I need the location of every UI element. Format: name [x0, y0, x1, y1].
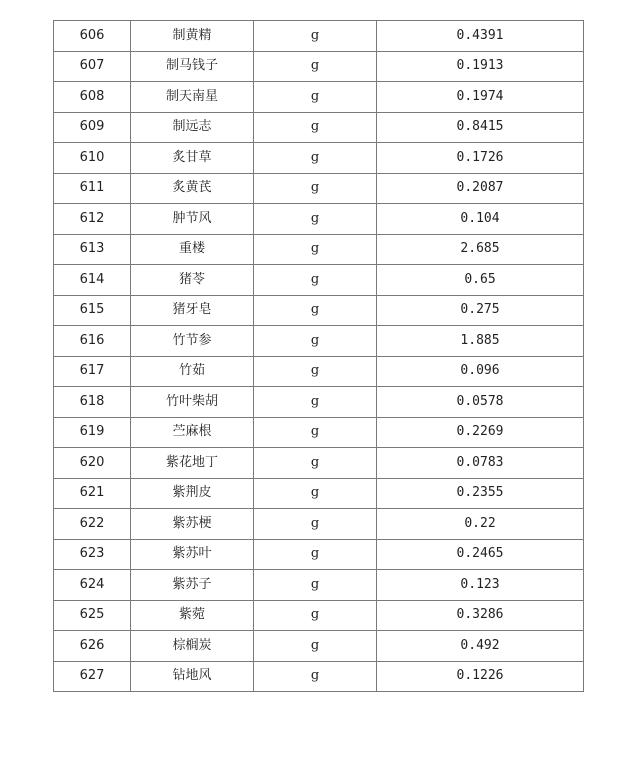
price-cell: 2.685 — [377, 234, 584, 265]
herb-price-table — [53, 20, 584, 692]
row-number-cell: 620 — [54, 448, 131, 479]
price-cell: 0.4391 — [377, 21, 584, 52]
unit-cell: g — [254, 478, 377, 509]
table-row — [54, 326, 584, 357]
table-row — [54, 51, 584, 82]
table-row — [54, 204, 584, 235]
unit-cell: g — [254, 539, 377, 570]
row-number-cell: 606 — [54, 21, 131, 52]
table-row — [54, 417, 584, 448]
table-row — [54, 509, 584, 540]
table-row — [54, 21, 584, 52]
table-row — [54, 356, 584, 387]
herb-name-cell: 紫菀 — [131, 600, 254, 631]
herb-name-cell: 炙甘草 — [131, 143, 254, 174]
price-cell: 0.2087 — [377, 173, 584, 204]
herb-name-cell: 制远志 — [131, 112, 254, 143]
price-cell: 0.492 — [377, 631, 584, 662]
herb-name-cell: 制天南星 — [131, 82, 254, 113]
table-row — [54, 539, 584, 570]
unit-cell: g — [254, 204, 377, 235]
price-cell: 0.0578 — [377, 387, 584, 418]
table-row — [54, 631, 584, 662]
price-cell: 0.2269 — [377, 417, 584, 448]
price-cell: 0.2465 — [377, 539, 584, 570]
herb-name-cell: 制马钱子 — [131, 51, 254, 82]
herb-name-cell: 重楼 — [131, 234, 254, 265]
price-cell: 0.1226 — [377, 661, 584, 692]
price-cell: 0.096 — [377, 356, 584, 387]
row-number-cell: 616 — [54, 326, 131, 357]
table-row — [54, 448, 584, 479]
herb-name-cell: 钻地风 — [131, 661, 254, 692]
price-cell: 0.1913 — [377, 51, 584, 82]
row-number-cell: 622 — [54, 509, 131, 540]
row-number-cell: 612 — [54, 204, 131, 235]
unit-cell: g — [254, 51, 377, 82]
table-row — [54, 387, 584, 418]
table-body — [54, 21, 584, 692]
herb-name-cell: 苎麻根 — [131, 417, 254, 448]
price-cell: 0.104 — [377, 204, 584, 235]
row-number-cell: 626 — [54, 631, 131, 662]
price-cell: 0.2355 — [377, 478, 584, 509]
unit-cell: g — [254, 661, 377, 692]
price-cell: 0.275 — [377, 295, 584, 326]
price-cell: 0.22 — [377, 509, 584, 540]
price-cell: 1.885 — [377, 326, 584, 357]
price-cell: 0.1974 — [377, 82, 584, 113]
price-cell: 0.123 — [377, 570, 584, 601]
row-number-cell: 621 — [54, 478, 131, 509]
unit-cell: g — [254, 173, 377, 204]
row-number-cell: 619 — [54, 417, 131, 448]
herb-name-cell: 棕榈炭 — [131, 631, 254, 662]
row-number-cell: 623 — [54, 539, 131, 570]
table-row — [54, 234, 584, 265]
table-row — [54, 600, 584, 631]
table-row — [54, 265, 584, 296]
herb-name-cell: 竹叶柴胡 — [131, 387, 254, 418]
herb-name-cell: 竹节参 — [131, 326, 254, 357]
table-row — [54, 112, 584, 143]
row-number-cell: 614 — [54, 265, 131, 296]
table-row — [54, 478, 584, 509]
unit-cell: g — [254, 448, 377, 479]
unit-cell: g — [254, 631, 377, 662]
price-cell: 0.3286 — [377, 600, 584, 631]
row-number-cell: 611 — [54, 173, 131, 204]
row-number-cell: 609 — [54, 112, 131, 143]
row-number-cell: 608 — [54, 82, 131, 113]
row-number-cell: 624 — [54, 570, 131, 601]
herb-name-cell: 制黄精 — [131, 21, 254, 52]
price-cell: 0.1726 — [377, 143, 584, 174]
row-number-cell: 613 — [54, 234, 131, 265]
herb-name-cell: 肿节风 — [131, 204, 254, 235]
herb-name-cell: 紫苏梗 — [131, 509, 254, 540]
row-number-cell: 627 — [54, 661, 131, 692]
price-cell: 0.8415 — [377, 112, 584, 143]
row-number-cell: 615 — [54, 295, 131, 326]
herb-name-cell: 紫花地丁 — [131, 448, 254, 479]
unit-cell: g — [254, 509, 377, 540]
row-number-cell: 617 — [54, 356, 131, 387]
unit-cell: g — [254, 265, 377, 296]
table-row — [54, 661, 584, 692]
table-row — [54, 570, 584, 601]
unit-cell: g — [254, 387, 377, 418]
herb-name-cell: 炙黄芪 — [131, 173, 254, 204]
table-row — [54, 173, 584, 204]
herb-name-cell: 猪牙皂 — [131, 295, 254, 326]
table-row — [54, 295, 584, 326]
unit-cell: g — [254, 143, 377, 174]
unit-cell: g — [254, 417, 377, 448]
unit-cell: g — [254, 82, 377, 113]
row-number-cell: 607 — [54, 51, 131, 82]
herb-name-cell: 竹茹 — [131, 356, 254, 387]
unit-cell: g — [254, 112, 377, 143]
row-number-cell: 610 — [54, 143, 131, 174]
herb-name-cell: 紫苏子 — [131, 570, 254, 601]
unit-cell: g — [254, 356, 377, 387]
row-number-cell: 618 — [54, 387, 131, 418]
unit-cell: g — [254, 295, 377, 326]
unit-cell: g — [254, 326, 377, 357]
herb-name-cell: 紫荆皮 — [131, 478, 254, 509]
row-number-cell: 625 — [54, 600, 131, 631]
unit-cell: g — [254, 570, 377, 601]
unit-cell: g — [254, 21, 377, 52]
herb-name-cell: 紫苏叶 — [131, 539, 254, 570]
table-row — [54, 82, 584, 113]
table-row — [54, 143, 584, 174]
unit-cell: g — [254, 234, 377, 265]
unit-cell: g — [254, 600, 377, 631]
price-cell: 0.65 — [377, 265, 584, 296]
price-cell: 0.0783 — [377, 448, 584, 479]
herb-name-cell: 猪苓 — [131, 265, 254, 296]
